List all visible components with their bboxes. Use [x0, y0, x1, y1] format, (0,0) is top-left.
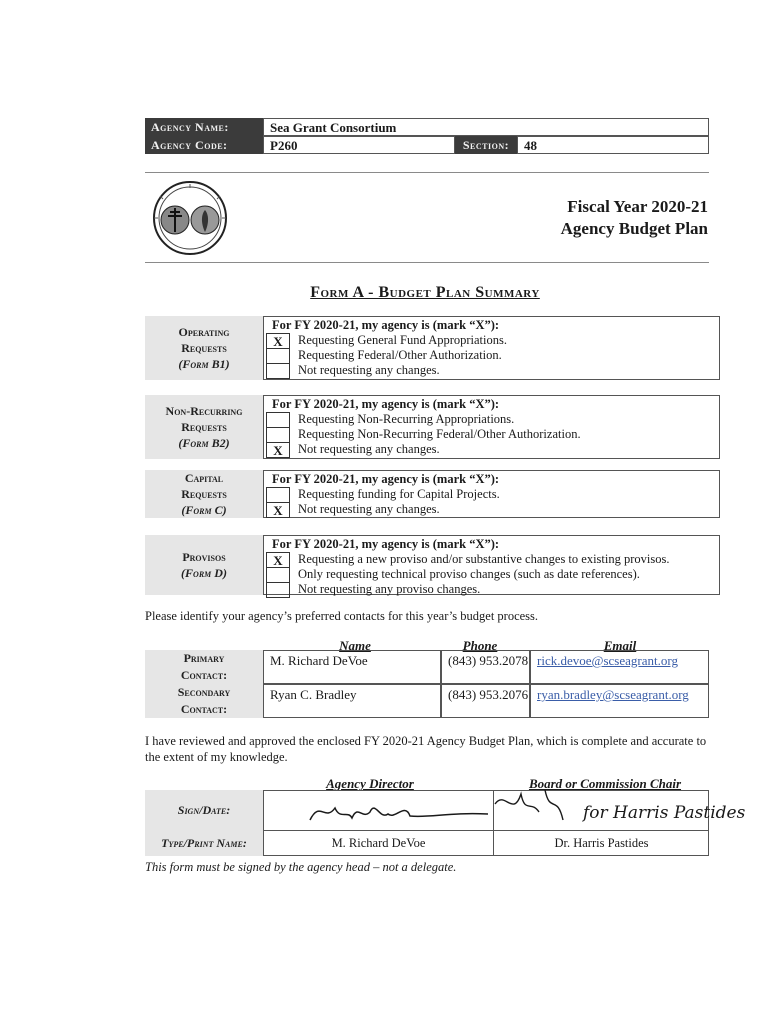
- section-label: [145, 395, 263, 459]
- board-chair-header: Board or Commission Chair: [528, 776, 682, 791]
- chair-printed-name: Dr. Harris Pastides: [554, 836, 649, 850]
- option-label: Not requesting any changes.: [298, 442, 440, 456]
- option-label: Requesting Non-Recurring Appropriations.: [298, 412, 515, 426]
- mark-checkbox[interactable]: [266, 348, 290, 364]
- section-label-line: (Form C): [181, 503, 227, 517]
- option-label: Requesting General Fund Appropriations.: [298, 333, 507, 347]
- chair-signature[interactable]: [495, 784, 746, 830]
- section-cell: [517, 136, 709, 154]
- section-value: 48: [524, 138, 537, 153]
- secondary-phone: (843) 953.2076: [441, 684, 530, 718]
- section-label-line: (Form B2): [178, 436, 230, 450]
- col-name-header: Name: [339, 638, 371, 653]
- option-label: Not requesting any changes.: [298, 363, 440, 377]
- section-label-line: (Form B1): [178, 357, 230, 371]
- option-label: Requesting Federal/Other Authorization.: [298, 348, 502, 362]
- agency-code-cell: [263, 136, 455, 154]
- divider: [145, 172, 709, 173]
- agency-name-label: Agency Name:: [151, 120, 229, 134]
- secondary-contact-label: Secondary Contact:: [145, 684, 263, 718]
- section-label-line: Provisos: [182, 550, 226, 564]
- mark-checkbox[interactable]: [266, 412, 290, 428]
- form-title: Form A - Budget Plan Summary: [310, 284, 540, 301]
- mark-checkbox[interactable]: [266, 487, 290, 503]
- section-label: [145, 316, 263, 380]
- section-prompt: For FY 2020-21, my agency is (mark “X”):: [272, 537, 500, 551]
- print-name-label: Type/Print Name:: [145, 830, 263, 856]
- title-line-1: Fiscal Year 2020-21: [567, 197, 708, 216]
- mark-checkbox[interactable]: X: [266, 442, 290, 458]
- agency-labels-block: [145, 118, 263, 154]
- section-prompt: For FY 2020-21, my agency is (mark “X”):: [272, 318, 500, 332]
- section-prompt: For FY 2020-21, my agency is (mark “X”):: [272, 472, 500, 486]
- section-label-line: Non-Recurring: [165, 404, 243, 418]
- primary-phone: (843) 953.2078: [441, 650, 530, 684]
- secondary-email-link[interactable]: ryan.bradley@scseagrant.org: [537, 687, 689, 702]
- mark-checkbox[interactable]: X: [266, 333, 290, 349]
- agency-name-value: Sea Grant Consortium: [270, 120, 397, 135]
- secondary-email: [530, 684, 709, 718]
- section-label-line: Operating: [178, 325, 230, 339]
- primary-name: M. Richard DeVoe: [263, 650, 441, 684]
- section-label-line: Requests: [181, 341, 227, 355]
- option-label: Not requesting any changes.: [298, 502, 440, 516]
- secondary-name: Ryan C. Bradley: [263, 684, 441, 718]
- option-label: Requesting Non-Recurring Federal/Other Authorization.: [298, 427, 581, 441]
- option-label: Requesting funding for Capital Projects.: [298, 487, 500, 501]
- director-signature[interactable]: [300, 790, 490, 830]
- mark-checkbox[interactable]: [266, 567, 290, 583]
- primary-email-link[interactable]: rick.devoe@scseagrant.org: [537, 653, 678, 668]
- agency-name-cell: [263, 118, 709, 136]
- chair-signature-text: for Harris Pastides: [583, 803, 746, 823]
- mark-checkbox[interactable]: [266, 363, 290, 379]
- state-seal-logo: [140, 178, 240, 258]
- contacts-intro: Please identify your agency’s preferred contacts for this year’s budget process.: [145, 609, 539, 623]
- section-label: Section:: [455, 136, 517, 154]
- agency-code-label: Agency Code:: [151, 138, 228, 152]
- mark-checkbox[interactable]: [266, 582, 290, 598]
- footer-note: This form must be signed by the agency head – not a delegate.: [145, 860, 457, 874]
- primary-email: [530, 650, 709, 684]
- agency-code-value: P260: [270, 138, 298, 153]
- divider: [145, 262, 709, 263]
- page-title: [500, 196, 708, 240]
- col-email-header: Email: [603, 638, 637, 653]
- section-label-line: Requests: [181, 420, 227, 434]
- director-printed-name: M. Richard DeVoe: [331, 836, 426, 850]
- mark-checkbox[interactable]: X: [266, 552, 290, 568]
- section-label-line: (Form D): [181, 566, 227, 580]
- agency-director-header: Agency Director: [326, 776, 414, 791]
- option-label: Requesting a new proviso and/or substantive changes to existing provisos.: [298, 552, 670, 566]
- title-line-2: Agency Budget Plan: [560, 219, 708, 238]
- mark-checkbox[interactable]: [266, 427, 290, 443]
- option-label: Only requesting technical proviso changes (such as date references).: [298, 567, 640, 581]
- col-phone-header: Phone: [462, 638, 498, 653]
- primary-contact-label: Primary Contact:: [145, 650, 263, 684]
- section-label-line: Capital: [184, 471, 224, 485]
- approval-statement: I have reviewed and approved the enclosed FY 2020-21 Agency Budget Plan, which is complete and accurate to the extent of my knowledge.: [145, 734, 707, 764]
- section-label-line: Requests: [181, 487, 227, 501]
- section-prompt: For FY 2020-21, my agency is (mark “X”):: [272, 397, 500, 411]
- mark-checkbox[interactable]: X: [266, 502, 290, 518]
- sign-date-label: Sign/Date:: [145, 790, 263, 830]
- section-label: [145, 470, 263, 518]
- option-label: Not requesting any proviso changes.: [298, 582, 481, 596]
- section-label: [145, 535, 263, 595]
